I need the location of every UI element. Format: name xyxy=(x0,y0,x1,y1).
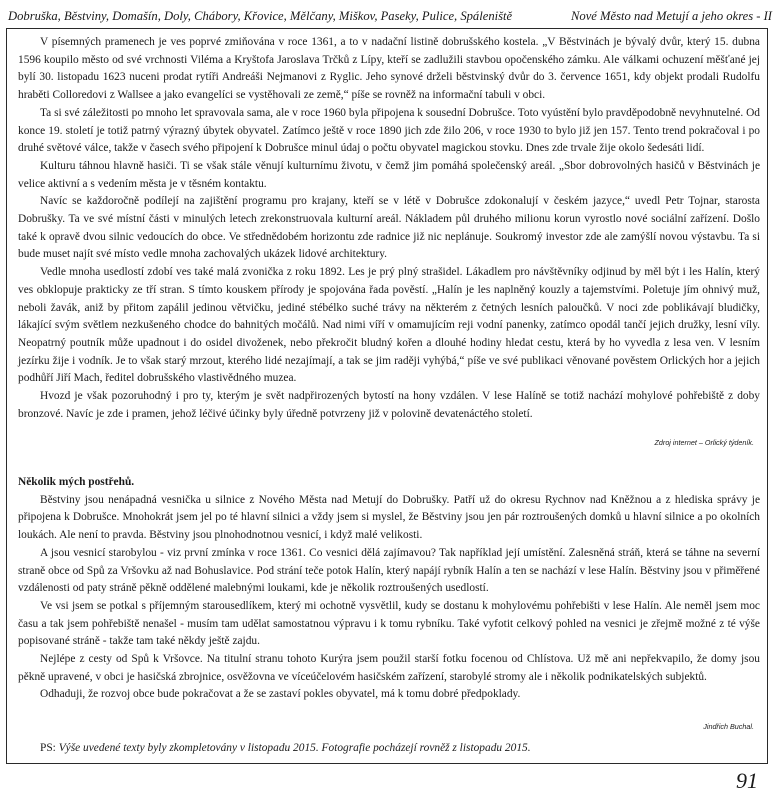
article-paragraph: Vedle mnoha usedlostí zdobí ves také malá zvonička z roku 1892. Les je prý plný strašidel. Lákadlem pro návštěvníky odjinud by měl být i les Halín, který ves obklopuje prakticky ze tří stran. S tímto kouskem přírody je spojována řada pověstí. „Halín je les naplněný kouzly a tajemstvími. Poletuje jím ohnivý muž, neboli žavák, aniž by přitom zapálil jedinou větvičku, jediné stébélko suché trávy na některém z četných lesních paloučků. V noci zde poblikávají bludičky, lákající svým světlem nezkušeného chodce do bahnitých močálů. Nad nimi víří v omamujícím reji vodní panenky, zatímco opodál tančí jejich družky, lesní víly. Neopatrný poutník může upadnout i do osidel divoženek, nebo překročit bludný kořen a dlouhé hodiny hledat cestu, která by ho vyvedla z lesa ven. V lesním jezírku žije i vodník. Je to však starý mrzout, kterého lidé nezajímají, a tak se jim raději vyhýbá,“ píše ve své publikaci věnované pověstem Orlických hor a jejich podhůří Jiří Mach, ředitel dobrušského vlastivědného muzea. xyxy=(18,266,760,385)
postscript xyxy=(40,740,760,758)
notes-paragraph: Běstviny jsou nenápadná vesnička u silnice z Nového Města nad Metují do Dobrušky. Patří už do okresu Rychnov nad Kněžnou a z hlediska správy je připojena k Dobrušce. Mnohokrát jsem jel po té hlavní silnici a vždy jsem si myslel, že Běstviny jsou jen pár roztroušených domků u hlavní silnice a po okolních loukách. Ale není to pravda. Běstviny jsou plnohodnotnou vesnicí, i když malé velikosti. xyxy=(18,493,760,542)
notes-paragraph: Odhaduji, že rozvoj obce bude pokračovat a že se zastaví pokles obyvatel, má k tomu dobré předpoklady. xyxy=(40,688,521,701)
article-paragraph: Kulturu táhnou hlavně hasiči. Ti se však stále věnují kulturnímu životu, v čemž jim pomáhá společenský areál. „Sbor dobrovolných hasičů v Běstvinách je velice aktivní a s vedením města je v těsném kontaktu. xyxy=(18,159,760,190)
header-locality-list: Dobruška, Běstviny, Domašín, Doly, Chábory, Křovice, Mělčany, Miškov, Paseky, Pulice, Spáleniště xyxy=(8,9,513,23)
ps-label: PS: xyxy=(40,742,56,754)
section-heading: Několik mých postřehů. xyxy=(18,476,135,488)
running-header xyxy=(8,6,772,26)
quoted-article xyxy=(18,34,760,423)
article-source-credit: Zdroj internet – Orlický týdeník. xyxy=(654,438,754,447)
author-signature: Jindřich Buchal. xyxy=(703,722,754,731)
article-paragraph: Hvozd je však pozoruhodný i pro ty, kterým je svět nadpřirozených bytostí na hony vzdálen. V lese Halíně se totiž nachází mohylové pohřebiště z doby bronzové. Navíc je zde i pramen, jehož léčivé účinky byly úředně potvrzeny již v polovině devatenáctého století. xyxy=(18,390,760,420)
notes-paragraph: A jsou vesnicí starobylou - viz první zmínka v roce 1361. Co vesnici dělá zajímavou? Tak například její umístění. Zalesněná stráň, která se táhne na severní straně obce od Spů za Vršovku až nad Bohuslavice. Pod strání teče potok Halín, který napájí rybník Halín a ten se nachází v lese Halín. Běstviny jsou v přiměřené vzdálenosti od paty stráně pěkně oddělené malebnými loukami, kde je několik roztroušených usedlostí. xyxy=(18,546,760,595)
page-number: 91 xyxy=(736,768,758,793)
notes-paragraph: Nejlépe z cesty od Spů k Vršovce. Na titulní stranu tohoto Kurýra jsem použil starší fotku focenou od Chlístova. Už mě ani nepřekvapilo, že domy jsou pěkně upravené, v obci je hasičská zbrojnice, osvěžovna ve víceúčelovém hasičském zařízení, starobylé stromy ale i několik podnikatelských subjektů. xyxy=(18,653,760,683)
article-paragraph: V písemných pramenech je ves poprvé zmiňována v roce 1361, a to v nadační listině dobrušského kostela. „V Běstvinách je bývalý dvůr, který 15. dubna 1596 koupilo město od své vrchnosti Viléma a Kryštofa Jaroslava Trčků z Lípy, kteří se zadlužili stavbou opočenského zámku. Ale válkami ochuzení měšťané jej bylí 30. listopadu 1623 nuceni prodat rytíři Andreáši Nejmanovi z Ryglic. Jeho synové drželi běstvinský dvůr do 3. července 1651, kdy objekt prodali Rudolfu hraběti Colloredovi z Wallsee a jako evangelíci se vystěhovali ze země,“ píše se rovněž na informační tabuli v obci. xyxy=(18,36,760,102)
author-notes-section xyxy=(18,474,760,704)
ps-text: Výše uvedené texty byly zkompletovány v listopadu 2015. Fotografie pocházejí rovněž z listopadu 2015. xyxy=(58,742,531,754)
article-paragraph: Ta si své záležitosti po mnoho let spravovala sama, ale v roce 1960 byla připojena k sousední Dobrušce. Toto vyústění bylo pravděpodobně nevyhnutelné. Od konce 19. století je totiž patrný výrazný úbytek obyvatel. Zatímco ještě v roce 1890 jich zde žilo 206, v roce 1930 to bylo již jen 157. Tento trend pokračoval i po druhé světové válce, takže v časech svého připojení k Dobrušce minul údaj o počtu obyvatel magickou stovku. Dnes zde trvale žije okolo šedesáti lidí. xyxy=(18,106,760,155)
notes-paragraph: Ve vsi jsem se potkal s příjemným starousedlíkem, který mi ochotně vysvětlil, kudy se dostanu k mohylovému pohřebišti v lese Halín. Ale neměl jsem moc času a tak jsem pohřebiště nenašel - musím tam udělat samostatnou výpravu i k tomu rybníku. Také vyfotit celkový pohled na vesnici je zřejmě možné z té výše popisované stráně - takže tam také někdy ještě zajdu. xyxy=(18,599,760,648)
article-paragraph: Navíc se každoročně podílejí na zajištění programu pro krajany, kteří se v létě v Dobrušce zdokonalují v českém jazyce,“ uvedl Petr Tojnar, starosta Dobrušky. Ta ve své místní části v minulých letech zrekonstruovala kulturní areál. Nákladem půl druhého milionu korun vyrostlo nové sociální zařízení. Došlo také k opravě dvou silnic vedoucích do obce. Ve střednědobém horizontu zde radnice již nic neplánuje. Soukromý investor zde ale zamýšlí novou výstavbu. Ta si bude muset najít své místo vedle mnoha zachovalých ukázek lidové architektury. xyxy=(18,195,760,261)
header-book-title: Nové Město nad Metují a jeho okres - II xyxy=(571,9,772,23)
